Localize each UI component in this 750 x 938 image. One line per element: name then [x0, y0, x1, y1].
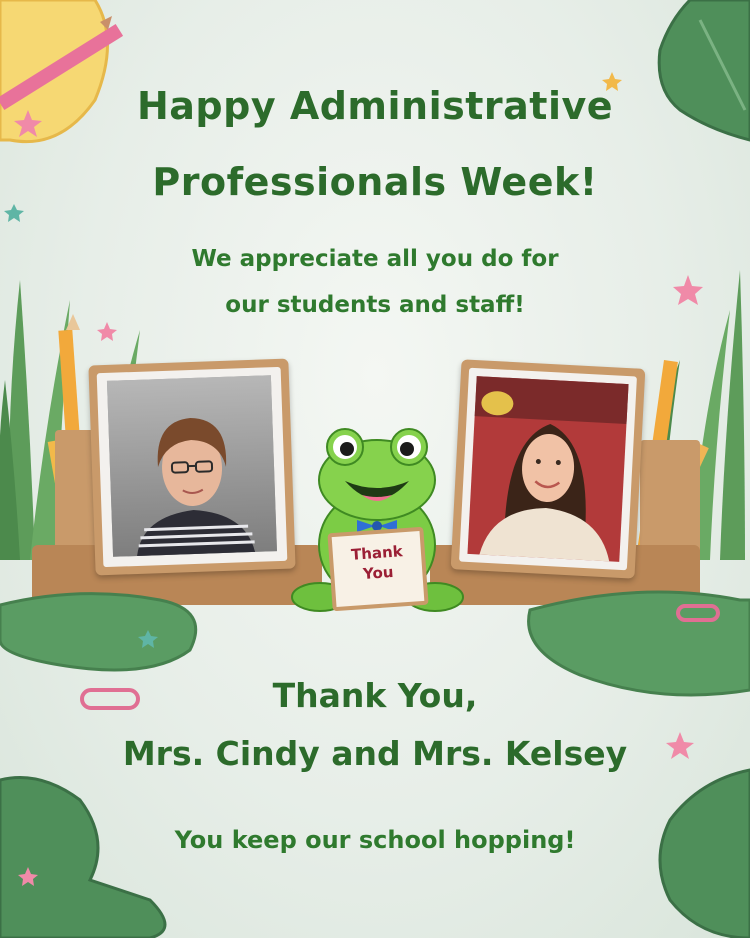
- names-line: Mrs. Cindy and Mrs. Kelsey: [122, 734, 628, 773]
- right-photo-mat: [459, 368, 637, 571]
- right-pencil-holder-icon: [636, 360, 709, 570]
- left-photo: [97, 367, 288, 567]
- subtitle-line-2: our students and staff!: [225, 292, 525, 318]
- headline-line-2: Professionals Week!: [152, 160, 598, 204]
- right-photo-frame: [451, 359, 646, 578]
- right-photo: [459, 368, 637, 571]
- left-photo-mat: [97, 367, 288, 567]
- thank-you-line: Thank You,: [272, 676, 478, 715]
- subtitle-line-1: We appreciate all you do for: [191, 246, 559, 272]
- tagline: You keep our school hopping!: [174, 826, 576, 854]
- sign-line-2: You: [362, 562, 395, 584]
- thank-you-sign: [327, 527, 428, 612]
- left-photo-frame: [88, 359, 295, 576]
- sign-line-1: Thank: [350, 542, 404, 564]
- headline-line-1: Happy Administrative: [136, 84, 614, 128]
